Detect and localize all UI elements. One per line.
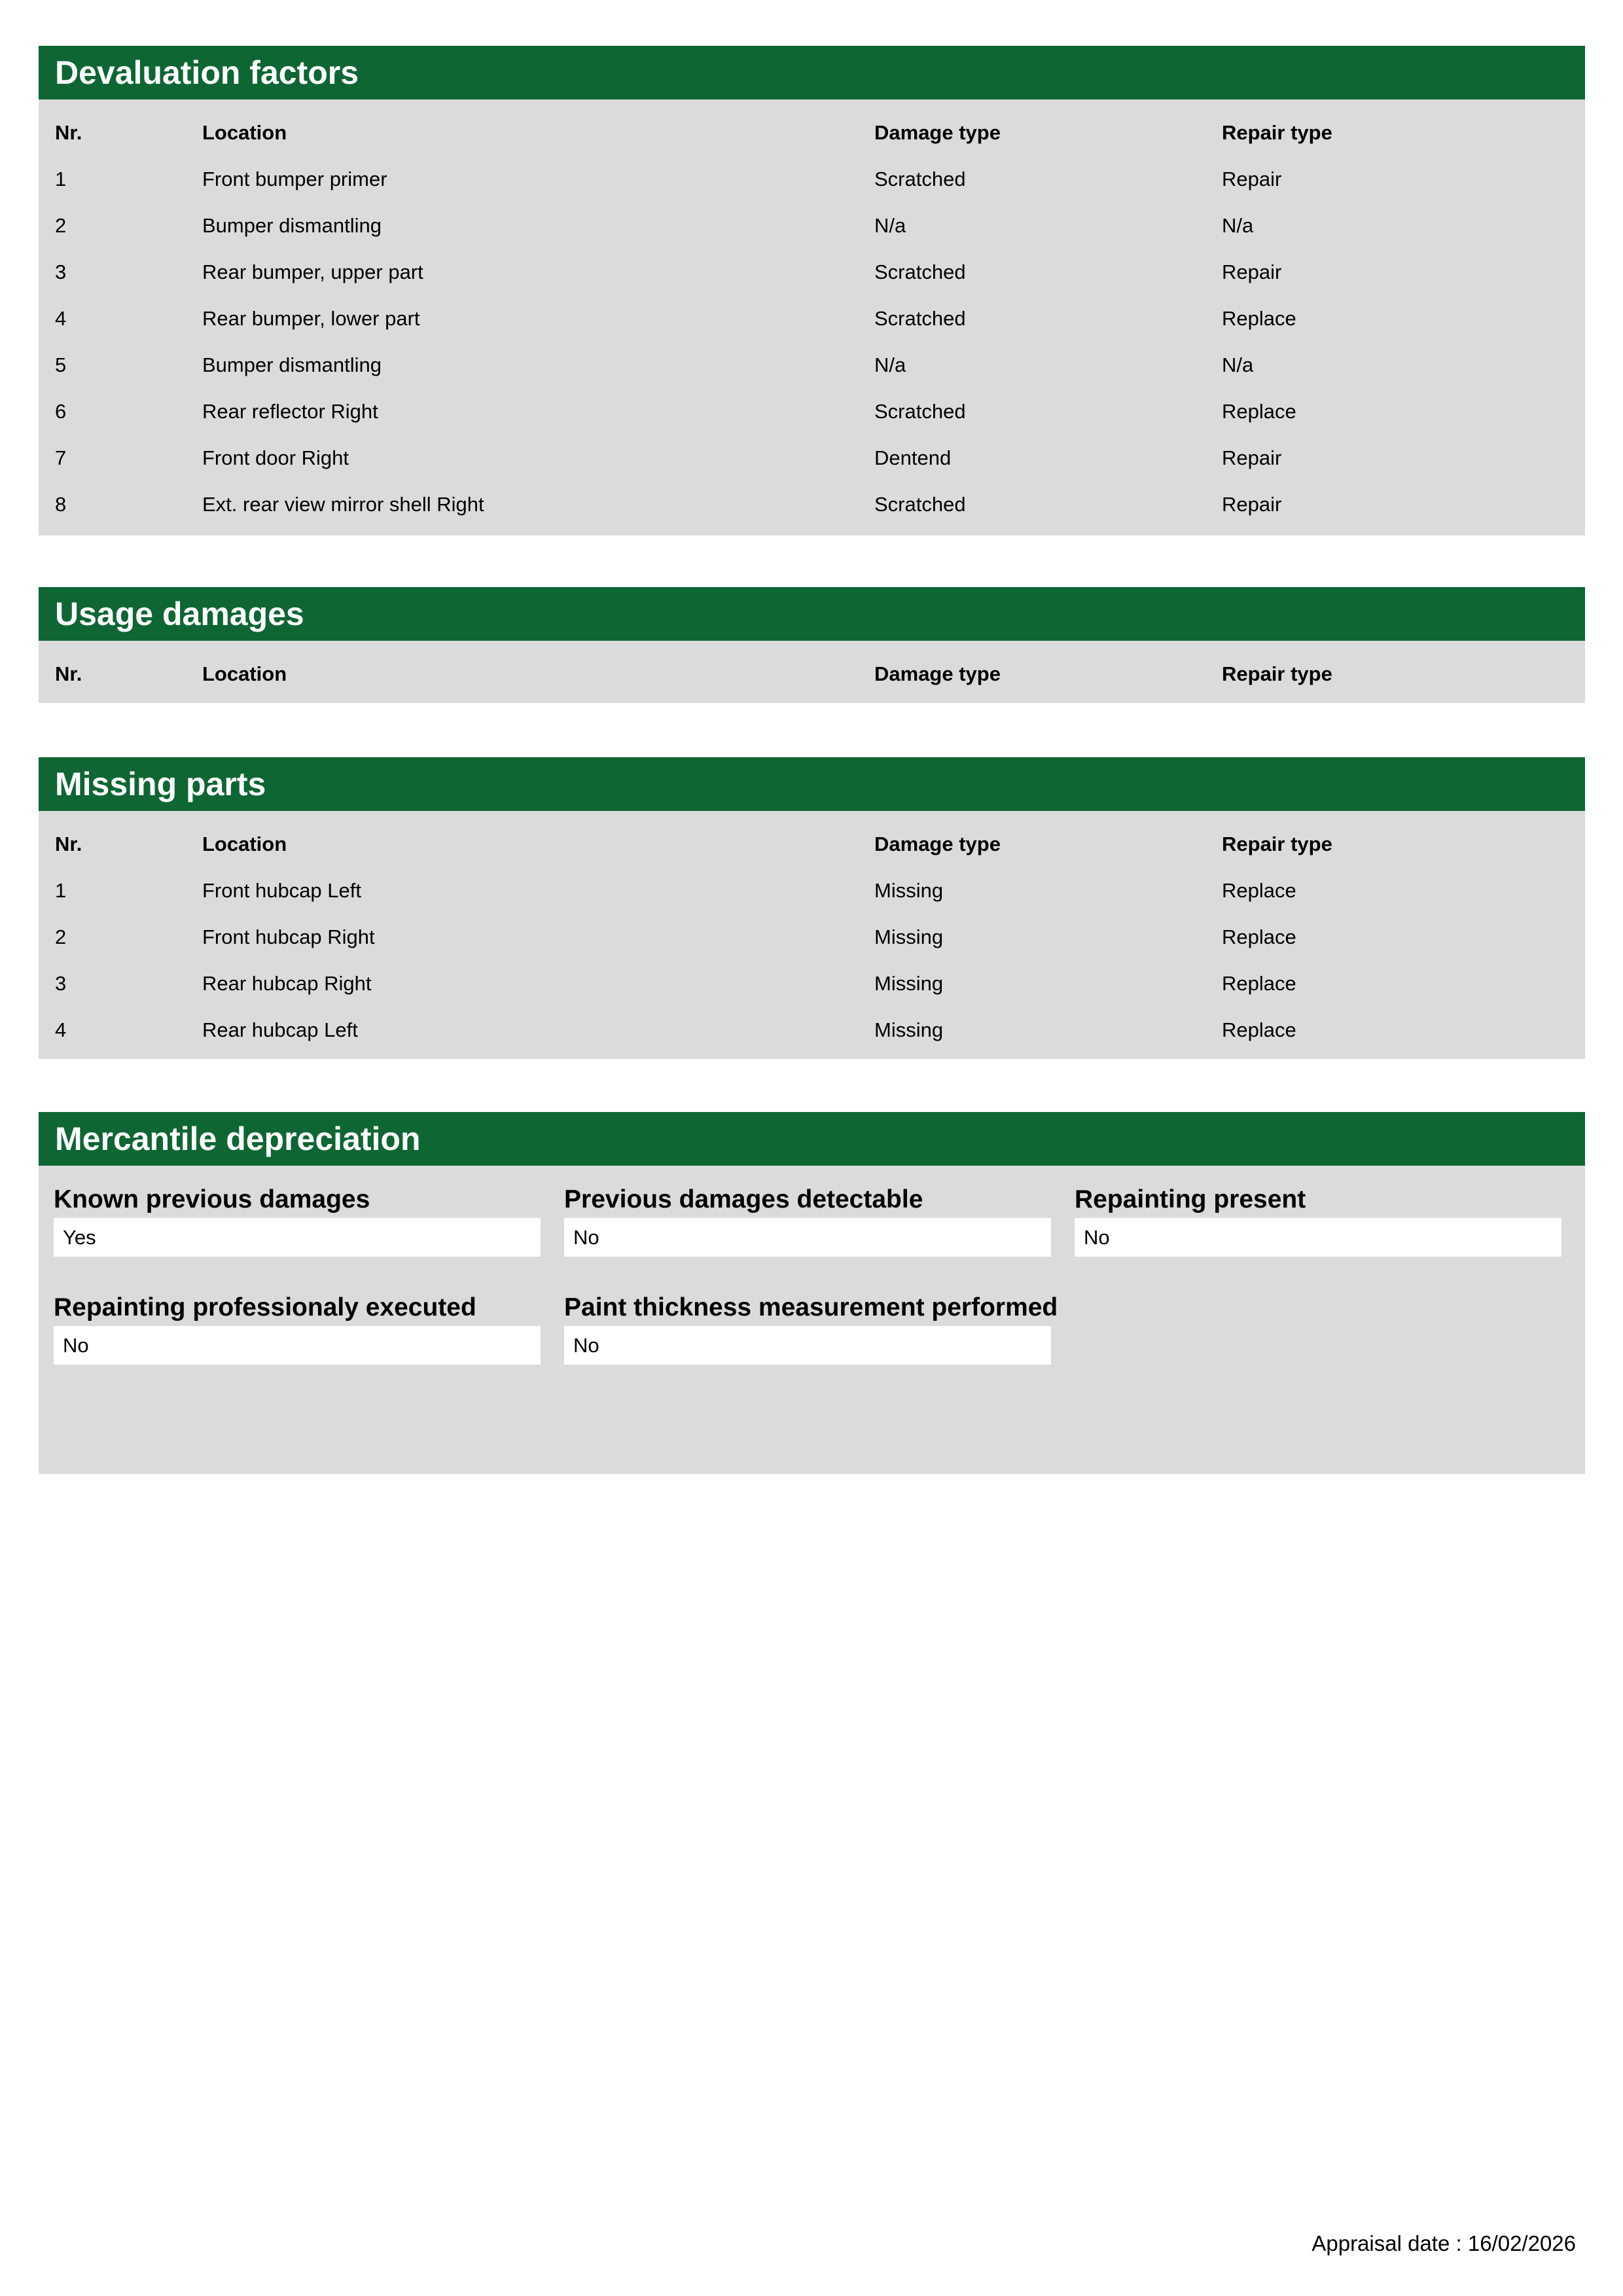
cell-repair-type: Repair <box>1222 168 1282 190</box>
cell-nr: 5 <box>55 353 67 376</box>
field-repainting-present <box>1075 1185 1561 1257</box>
cell-location: Front hubcap Right <box>202 925 375 948</box>
table-row <box>39 878 1585 904</box>
field-paint-thickness-measurement-performed <box>564 1293 1058 1365</box>
column-header-damage-type: Damage type <box>874 121 1001 144</box>
column-header-damage-type: Damage type <box>874 662 1001 685</box>
table-row <box>39 492 1585 518</box>
cell-repair-type: Replace <box>1222 879 1296 902</box>
cell-repair-type: Replace <box>1222 307 1296 330</box>
missing-parts-table <box>39 811 1585 1059</box>
cell-nr: 2 <box>55 925 67 948</box>
usage-table <box>39 641 1585 703</box>
cell-repair-type: Replace <box>1222 972 1296 995</box>
table-header-row <box>39 120 1585 146</box>
table-row <box>39 1017 1585 1043</box>
field-label: Known previous damages <box>54 1185 370 1213</box>
cell-nr: 4 <box>55 307 67 330</box>
field-repainting-professionaly-executed <box>54 1293 541 1365</box>
cell-nr: 4 <box>55 1018 67 1041</box>
cell-location: Rear hubcap Right <box>202 972 372 995</box>
appraisal-date: Appraisal date : 16/02/2026 <box>1311 2231 1576 2255</box>
column-header-repair-type: Repair type <box>1222 121 1332 144</box>
cell-damage-type: N/a <box>874 353 906 376</box>
cell-repair-type: N/a <box>1222 214 1254 237</box>
mercantile-fields <box>39 1166 1585 1474</box>
column-header-repair-type: Repair type <box>1222 662 1332 685</box>
cell-nr: 1 <box>55 879 67 902</box>
cell-damage-type: Scratched <box>874 493 966 516</box>
missing-parts-section <box>39 757 1585 1059</box>
table-row <box>39 213 1585 239</box>
known-previous-damages-value: Yes <box>54 1218 541 1257</box>
devaluation-table <box>39 99 1585 535</box>
cell-location: Bumper dismantling <box>202 214 382 237</box>
cell-location: Bumper dismantling <box>202 353 382 376</box>
column-header-location: Location <box>202 121 287 144</box>
cell-nr: 8 <box>55 493 67 516</box>
repainting-present-value: No <box>1075 1218 1561 1257</box>
cell-repair-type: Replace <box>1222 1018 1296 1041</box>
field-label: Repainting present <box>1075 1185 1306 1213</box>
table-header-row <box>39 661 1585 687</box>
repainting-professionaly-executed-value: No <box>54 1326 541 1365</box>
table-row <box>39 924 1585 950</box>
field-previous-damages-detectable <box>564 1185 1051 1257</box>
column-header-nr: Nr. <box>55 833 82 855</box>
cell-damage-type: Missing <box>874 1018 944 1041</box>
table-row <box>39 259 1585 285</box>
cell-location: Rear bumper, lower part <box>202 307 420 330</box>
cell-location: Ext. rear view mirror shell Right <box>202 493 484 516</box>
cell-damage-type: Scratched <box>874 307 966 330</box>
cell-nr: 6 <box>55 400 67 423</box>
table-row <box>39 306 1585 332</box>
field-label: Previous damages detectable <box>564 1185 923 1213</box>
cell-location: Rear hubcap Left <box>202 1018 358 1041</box>
table-header-row <box>39 831 1585 857</box>
cell-location: Front door Right <box>202 446 349 469</box>
section-title: Missing parts <box>39 757 1585 811</box>
paint-thickness-measurement-performed-value: No <box>564 1326 1051 1365</box>
mercantile-depreciation-section <box>39 1112 1585 1474</box>
cell-repair-type: Replace <box>1222 400 1296 423</box>
cell-nr: 3 <box>55 972 67 995</box>
section-title: Mercantile depreciation <box>39 1112 1585 1166</box>
devaluation-factors-section <box>39 46 1585 535</box>
field-known-previous-damages <box>54 1185 541 1257</box>
cell-nr: 2 <box>55 214 67 237</box>
table-row <box>39 971 1585 997</box>
cell-location: Front bumper primer <box>202 168 387 190</box>
column-header-nr: Nr. <box>55 121 82 144</box>
column-header-location: Location <box>202 662 287 685</box>
cell-damage-type: Scratched <box>874 168 966 190</box>
cell-repair-type: Replace <box>1222 925 1296 948</box>
cell-nr: 7 <box>55 446 67 469</box>
cell-repair-type: Repair <box>1222 446 1282 469</box>
cell-location: Front hubcap Left <box>202 879 361 902</box>
cell-damage-type: Missing <box>874 925 944 948</box>
section-title: Devaluation factors <box>39 46 1585 99</box>
field-label: Repainting professionaly executed <box>54 1293 476 1321</box>
cell-damage-type: N/a <box>874 214 906 237</box>
cell-repair-type: Repair <box>1222 260 1282 283</box>
column-header-location: Location <box>202 833 287 855</box>
previous-damages-detectable-value: No <box>564 1218 1051 1257</box>
section-title: Usage damages <box>39 587 1585 641</box>
cell-location: Rear reflector Right <box>202 400 378 423</box>
field-label: Paint thickness measurement performed <box>564 1293 1058 1321</box>
cell-repair-type: Repair <box>1222 493 1282 516</box>
column-header-damage-type: Damage type <box>874 833 1001 855</box>
usage-damages-section <box>39 587 1585 703</box>
cell-repair-type: N/a <box>1222 353 1254 376</box>
cell-location: Rear bumper, upper part <box>202 260 423 283</box>
cell-damage-type: Scratched <box>874 260 966 283</box>
column-header-nr: Nr. <box>55 662 82 685</box>
cell-damage-type: Missing <box>874 879 944 902</box>
table-row <box>39 352 1585 378</box>
cell-nr: 3 <box>55 260 67 283</box>
table-row <box>39 399 1585 425</box>
table-row <box>39 166 1585 192</box>
cell-damage-type: Scratched <box>874 400 966 423</box>
cell-nr: 1 <box>55 168 67 190</box>
column-header-repair-type: Repair type <box>1222 833 1332 855</box>
cell-damage-type: Missing <box>874 972 944 995</box>
table-row <box>39 445 1585 471</box>
cell-damage-type: Dentend <box>874 446 952 469</box>
